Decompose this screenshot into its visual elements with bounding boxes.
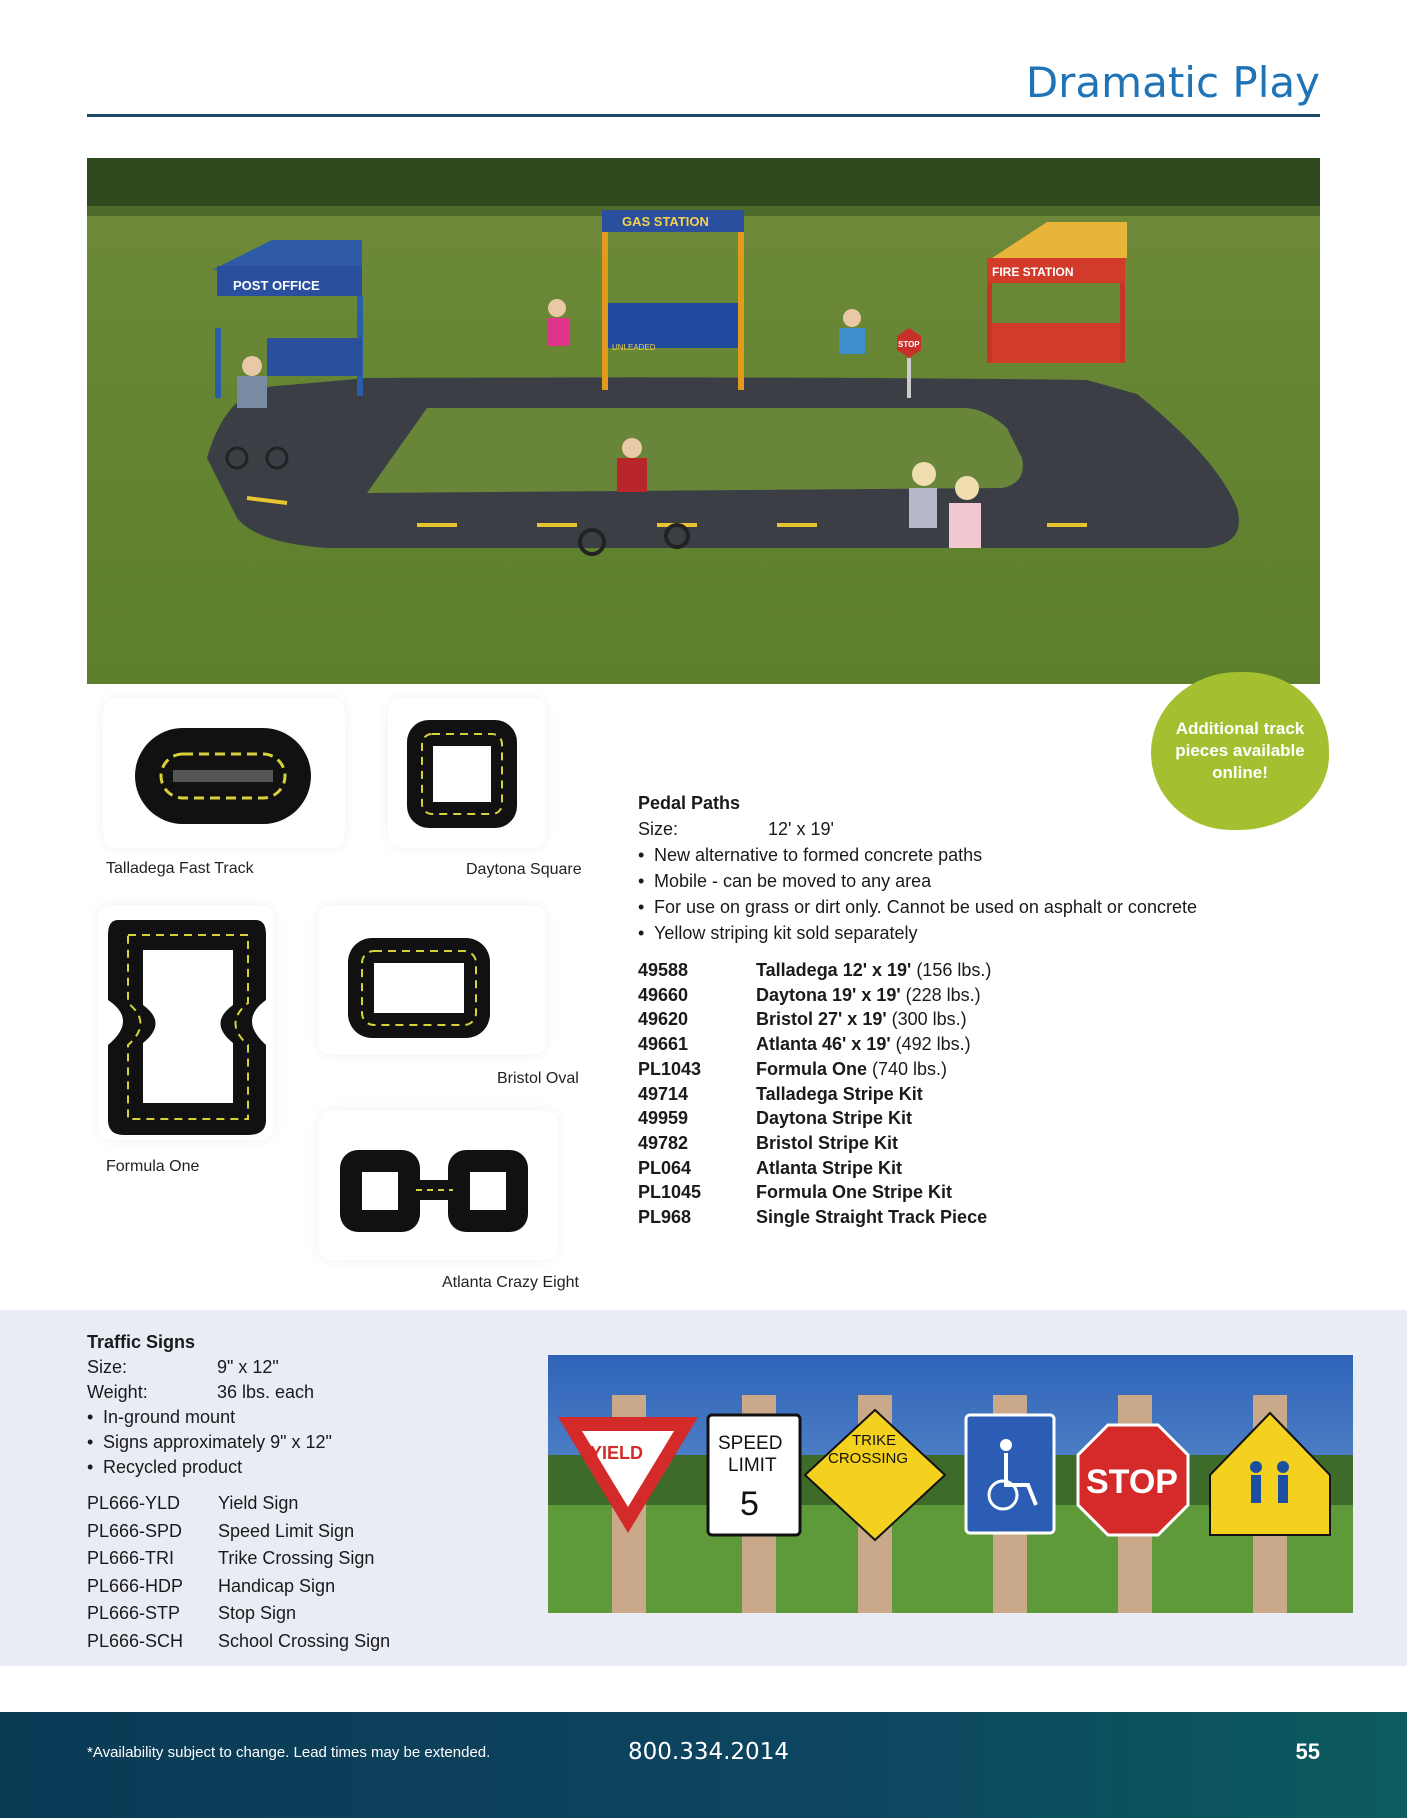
sku-name: Formula One xyxy=(756,1058,868,1079)
page-footer xyxy=(0,1712,1407,1818)
atlanta-track-icon xyxy=(318,1110,558,1260)
pedal-size-label: Size: xyxy=(638,819,679,839)
table-row xyxy=(87,1490,507,1518)
trike-sign-line1: TRIKE xyxy=(852,1432,897,1449)
bristol-track-icon xyxy=(318,905,546,1055)
sku-name: Bristol Stripe Kit xyxy=(756,1132,899,1153)
talladega-label: Talladega Fast Track xyxy=(106,860,254,877)
table-row xyxy=(638,983,1238,1008)
daytona-label: Daytona Square xyxy=(466,861,582,878)
speed-sign-value: 5 xyxy=(740,1485,759,1523)
traffic-signs-section xyxy=(87,1330,507,1656)
signs-weight-label: Weight: xyxy=(87,1382,148,1402)
sku-name: Bristol 27' x 19' xyxy=(756,1009,887,1030)
gas-station-label: GAS STATION xyxy=(622,214,709,229)
table-row xyxy=(638,1057,1238,1082)
sku-code: PL666-SCH xyxy=(87,1630,184,1651)
daytona-track-icon xyxy=(388,698,546,848)
sku-name: Daytona 19' x 19' xyxy=(756,984,901,1005)
post-office-label: POST OFFICE xyxy=(233,278,320,293)
sku-name: Talladega 12' x 19' xyxy=(756,960,912,980)
sku-name: Formula One Stripe Kit xyxy=(756,1182,953,1203)
sku-name: Trike Crossing Sign xyxy=(218,1548,375,1569)
formula-track-icon xyxy=(98,905,274,1140)
signs-weight-row xyxy=(87,1380,507,1405)
unleaded-label: UNLEADED xyxy=(612,343,656,352)
page-title: Dramatic Play xyxy=(1025,58,1320,107)
bristol-label: Bristol Oval xyxy=(497,1070,579,1087)
sku-name: Atlanta Stripe Kit xyxy=(756,1157,903,1178)
sku-name: Daytona Stripe Kit xyxy=(756,1108,913,1129)
sku-code: PL968 xyxy=(638,1207,692,1228)
signs-bullets xyxy=(87,1405,507,1480)
formula-label: Formula One xyxy=(106,1158,200,1175)
table-row xyxy=(638,1007,1238,1032)
header-divider xyxy=(87,114,1320,117)
speed-sign-line1: SPEED xyxy=(718,1433,783,1454)
atlanta-label: Atlanta Crazy Eight xyxy=(442,1274,579,1291)
traffic-signs-photo xyxy=(548,1355,1353,1613)
table-row xyxy=(638,1205,1238,1230)
bristol-card xyxy=(318,905,546,1055)
sku-name: Stop Sign xyxy=(218,1603,297,1624)
sku-code: PL666-HDP xyxy=(87,1575,184,1596)
sku-code: 49782 xyxy=(638,1132,689,1153)
fire-station-label: FIRE STATION xyxy=(992,265,1074,279)
pedal-size-value: 12' x 19' xyxy=(768,819,834,839)
sku-code: 49661 xyxy=(638,1034,689,1055)
list-item: • Signs approximately 9" x 12" xyxy=(87,1430,507,1455)
stop-sign-label: STOP xyxy=(1086,1463,1178,1501)
footer-phone[interactable]: 800.334.2014 xyxy=(628,1739,789,1765)
traffic-signs-title: Traffic Signs xyxy=(87,1332,196,1352)
sku-code: 49620 xyxy=(638,1009,689,1030)
tree-line xyxy=(87,158,1320,210)
sku-name: Talladega Stripe Kit xyxy=(756,1083,923,1104)
hero-photo xyxy=(87,158,1320,684)
table-row xyxy=(638,1106,1238,1131)
list-item: • For use on grass or dirt only. Cannot be used on asphalt or concrete xyxy=(638,894,1238,920)
table-row xyxy=(87,1600,507,1628)
sku-code: PL666-TRI xyxy=(87,1548,175,1569)
trike-sign-line2: CROSSING xyxy=(828,1450,909,1467)
talladega-card xyxy=(103,698,345,848)
sku-name: Speed Limit Sign xyxy=(218,1520,355,1541)
hero-stop-label: STOP xyxy=(898,340,920,349)
list-item: • Yellow striping kit sold separately xyxy=(638,920,1238,946)
pedal-bullets xyxy=(638,842,1238,946)
signs-size-label: Size: xyxy=(87,1357,128,1377)
sku-code: PL1043 xyxy=(638,1058,702,1079)
sku-weight: (300 lbs.) xyxy=(886,1009,967,1030)
sku-code: 49660 xyxy=(638,984,689,1005)
table-row xyxy=(87,1628,507,1656)
table-row xyxy=(638,1082,1238,1107)
sku-name: School Crossing Sign xyxy=(218,1630,391,1651)
sku-code: 49959 xyxy=(638,1108,689,1129)
pedal-size-row xyxy=(638,816,1238,842)
sku-weight: (740 lbs.) xyxy=(867,1058,948,1079)
sku-name: Handicap Sign xyxy=(218,1575,336,1596)
yield-sign-label: YIELD xyxy=(590,1443,644,1463)
table-row xyxy=(638,1180,1238,1205)
sku-code: PL1045 xyxy=(638,1182,702,1203)
sku-weight: (492 lbs.) xyxy=(890,1034,971,1055)
sku-weight: (156 lbs.) xyxy=(911,960,992,980)
table-row xyxy=(87,1518,507,1546)
signs-size-row xyxy=(87,1355,507,1380)
sku-name: Yield Sign xyxy=(218,1493,299,1513)
sku-code: PL666-STP xyxy=(87,1603,181,1624)
table-row xyxy=(87,1573,507,1601)
signs-size-value: 9" x 12" xyxy=(217,1357,279,1377)
list-item: • New alternative to formed concrete paths xyxy=(638,842,1238,868)
sku-code: PL666-SPD xyxy=(87,1520,183,1541)
formula-card xyxy=(98,905,274,1140)
pedal-sku-table xyxy=(638,958,1238,1230)
promo-badge[interactable]: Additional track pieces available online! xyxy=(1151,672,1329,830)
table-row xyxy=(638,958,1238,983)
page-number: 55 xyxy=(1295,1739,1320,1764)
list-item: • Mobile - can be moved to any area xyxy=(638,868,1238,894)
footer-disclaimer: *Availability subject to change. Lead times may be extended. xyxy=(87,1744,491,1761)
talladega-track-icon xyxy=(103,698,345,848)
sku-code: PL064 xyxy=(638,1157,692,1178)
pedal-paths-section xyxy=(638,790,1238,1230)
speed-sign-line2: LIMIT xyxy=(728,1455,777,1476)
table-row xyxy=(638,1131,1238,1156)
table-row xyxy=(638,1032,1238,1057)
signs-sku-table xyxy=(87,1490,507,1656)
signs-weight-value: 36 lbs. each xyxy=(217,1382,315,1402)
sku-name: Atlanta 46' x 19' xyxy=(756,1034,891,1055)
list-item: • Recycled product xyxy=(87,1455,507,1480)
sku-weight: (228 lbs.) xyxy=(900,984,981,1005)
table-row xyxy=(638,1156,1238,1181)
table-row xyxy=(87,1545,507,1573)
pedal-paths-title: Pedal Paths xyxy=(638,793,741,813)
sku-code: 49588 xyxy=(638,960,689,980)
atlanta-card xyxy=(318,1110,558,1260)
sku-code: PL666-YLD xyxy=(87,1493,181,1513)
sku-code: 49714 xyxy=(638,1083,689,1104)
daytona-card xyxy=(388,698,546,848)
sku-name: Single Straight Track Piece xyxy=(756,1207,988,1228)
list-item: • In-ground mount xyxy=(87,1405,507,1430)
